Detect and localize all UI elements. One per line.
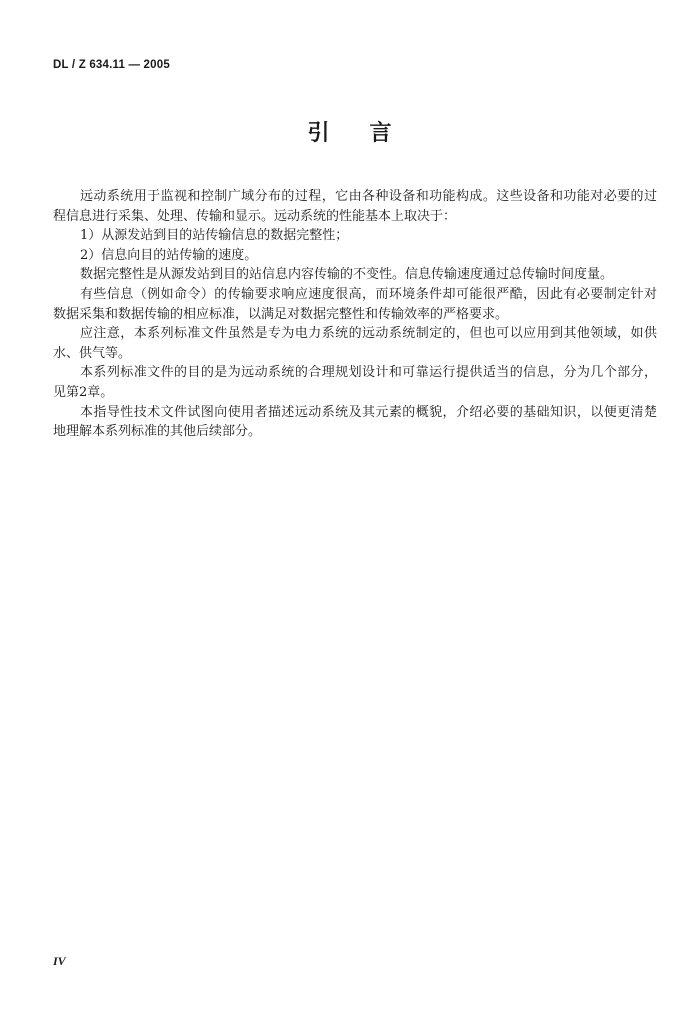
paragraph-line: 见第2章。 xyxy=(53,384,114,400)
list-item-line: 1）从源发站到目的站传输信息的数据完整性； xyxy=(80,228,349,244)
paragraph-line: 地理解本系列标准的其他后续部分。 xyxy=(53,424,262,440)
list-item-line: 2）信息向目的站传输的速度。 xyxy=(80,247,258,263)
paragraph-line: 应注意，本系列标准文件虽然是专为电力系统的远动系统制定的，但也可以应用到其他领域，如供 xyxy=(80,326,657,342)
paragraph-line: 有些信息（例如命令）的传输要求响应速度很高，而环境条件却可能很严酷，因此有必要制定针对 xyxy=(80,286,657,302)
paragraph-line: 远动系统用于监视和控制广域分布的过程，它由各种设备和功能构成。这些设备和功能对必要的过 xyxy=(80,189,657,204)
section-title: 引言 xyxy=(307,121,432,146)
document-number: DL / Z 634.11 — 2005 xyxy=(53,59,170,71)
paragraph-line: 程信息进行采集、处理、传输和显示。远动系统的性能基本上取决于： xyxy=(53,208,457,224)
paragraph-line: 水、供气等。 xyxy=(53,345,132,361)
body-text xyxy=(53,187,657,442)
paragraph-line: 数据采集和数据传输的相应标准，以满足对数据完整性和传输效率的严格要求。 xyxy=(53,306,509,322)
page-number: IV xyxy=(53,954,66,968)
paragraph-line: 数据完整性是从源发站到目的站信息内容传输的不变性。信息传输速度通过总传输时间度量。 xyxy=(80,267,614,283)
paragraph-line: 本指导性技术文件试图向使用者描述远动系统及其元素的概貌，介绍必要的基础知识，以便更清楚 xyxy=(80,404,657,420)
paragraph-line: 本系列标准文件的目的是为远动系统的合理规划设计和可靠运行提供适当的信息，分为几个部分， xyxy=(80,365,657,381)
